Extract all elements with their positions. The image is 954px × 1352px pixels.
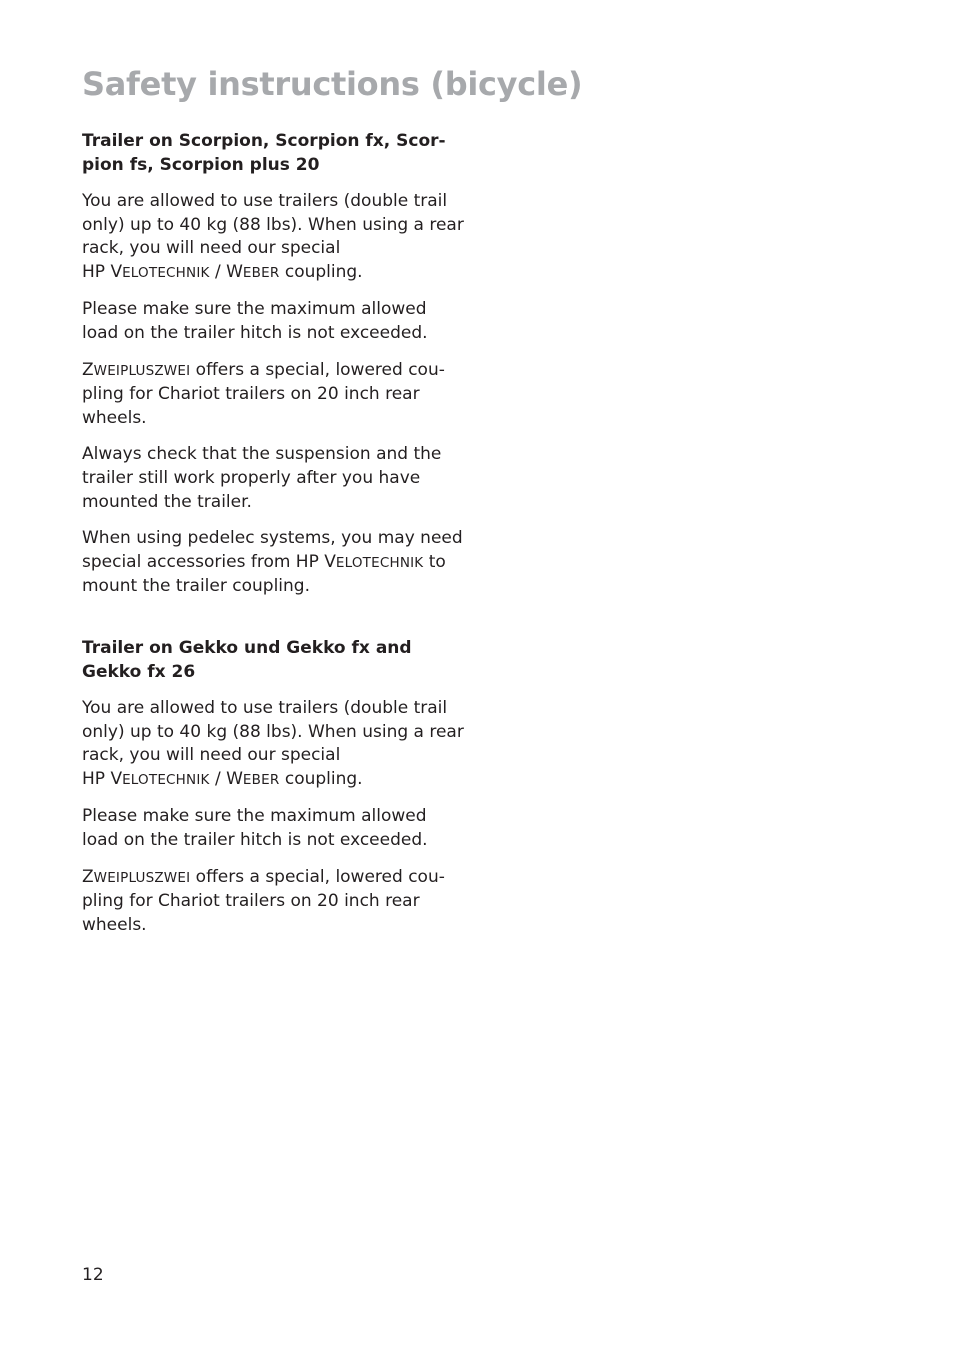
brand-hp: HP V	[82, 768, 123, 789]
brand-velotechnik: ELOTECHNIK	[122, 264, 210, 281]
paragraph-max-load: Please make sure the maximum allowed load on the trailer hitch is not exceeded.	[82, 299, 428, 343]
paragraph-text: You are allowed to use trailers (double trail only) up to 40 kg (88 lbs). When using a rear rack, you will need our special	[82, 191, 464, 259]
brand-weber: EBER	[242, 771, 280, 788]
brand-z: Z	[82, 866, 94, 887]
heading-line-1: Trailer on Gekko und Gekko fx and	[82, 638, 412, 658]
paragraph-end: to mount the trailer coupling.	[82, 551, 446, 597]
paragraph-text: offers a special, lowered cou-pling for Chariot trailers on 20 inch rear wheels.	[82, 359, 445, 428]
paragraph-text: You are allowed to use trailers (double trail only) up to 40 kg (88 lbs). When using a rear rack, you will need our special	[82, 698, 464, 766]
brand-zweipluszwei: WEIPLUSZWEI	[93, 869, 191, 886]
heading-line-2: pion fs, Scorpion plus 20	[82, 155, 320, 175]
brand-slash: / W	[209, 768, 243, 789]
brand-velotechnik: ELOTECHNIK	[335, 554, 424, 571]
brand-zweipluszwei: WEIPLUSZWEI	[93, 362, 191, 379]
paragraph-max-load: Please make sure the maximum allowed load on the trailer hitch is not exceeded.	[82, 806, 428, 850]
paragraph-pedelec	[82, 527, 467, 599]
heading-line-2: Gekko fx 26	[82, 662, 196, 682]
paragraph-zweipluszwei	[82, 359, 467, 431]
paragraph-end: coupling.	[279, 768, 363, 789]
paragraph-suspension-check: Always check that the suspension and the trailer still work properly after you have mounted the trailer.	[82, 444, 442, 512]
page-title: Safety instructions (bicycle)	[82, 65, 583, 103]
paragraph-text: When using pedelec systems, you may need special accessories from HP V	[82, 528, 463, 572]
section-gekko-trailer	[82, 636, 467, 937]
brand-slash: / W	[209, 261, 243, 282]
paragraph-trailer-limit	[82, 190, 467, 285]
paragraph-text: offers a special, lowered cou-pling for Chariot trailers on 20 inch rear wheels.	[82, 866, 445, 935]
page-number: 12	[82, 1265, 104, 1285]
paragraph-end: coupling.	[279, 261, 363, 282]
brand-z: Z	[82, 359, 94, 380]
section-scorpion-trailer	[82, 129, 467, 599]
paragraph-trailer-limit	[82, 697, 467, 792]
brand-velotechnik: ELOTECHNIK	[122, 771, 210, 788]
paragraph-zweipluszwei	[82, 866, 467, 938]
section-heading	[82, 129, 467, 177]
brand-hp: HP V	[82, 261, 123, 282]
heading-line-1: Trailer on Scorpion, Scorpion fx, Scor-	[82, 131, 446, 151]
brand-weber: EBER	[242, 264, 280, 281]
section-heading	[82, 636, 467, 684]
